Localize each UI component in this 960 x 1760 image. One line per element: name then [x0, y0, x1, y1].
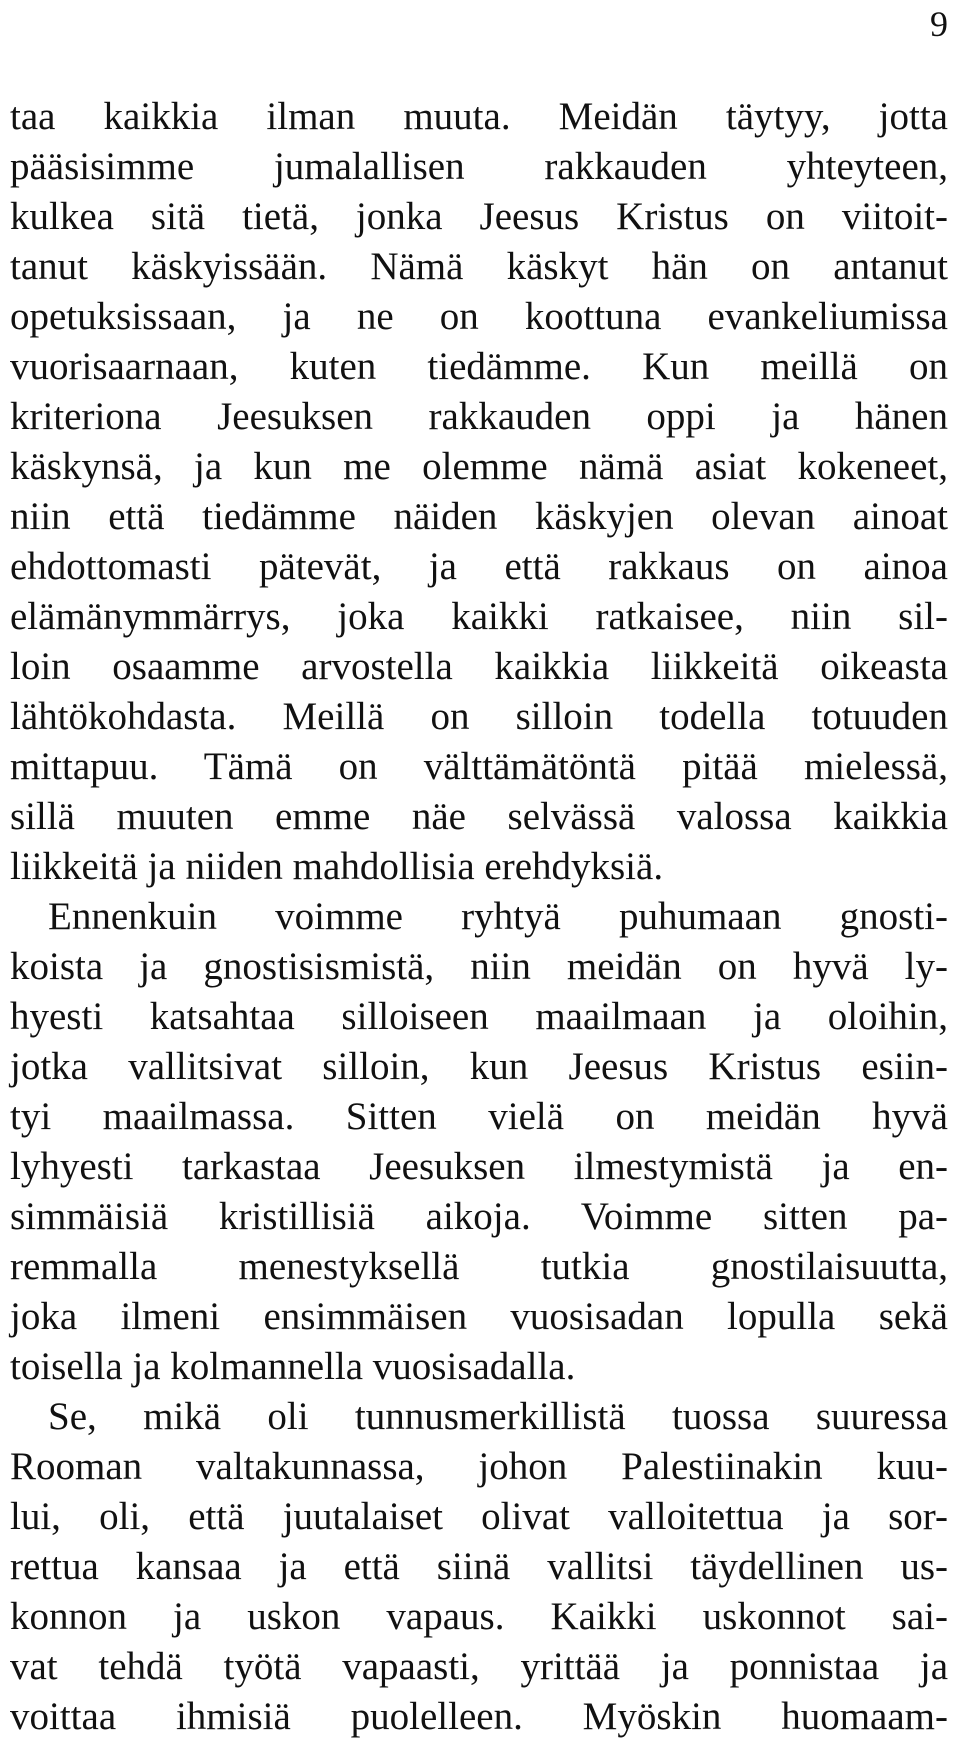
text-line: pääsisimme jumalallisen rakkauden yhteyteen, [10, 145, 948, 188]
text-line: toisella ja kolmannella vuosisadalla. [10, 1345, 576, 1388]
text-line: vuorisaarnaan, kuten tiedämme. Kun meillä on [10, 345, 948, 388]
text-line: rettua kansaa ja että siinä vallitsi täydellinen us- [10, 1545, 948, 1588]
text-line: voittaa ihmisiä puolelleen. Myöskin huomaam- [10, 1695, 948, 1738]
text-line: lyhyesti tarkastaa Jeesuksen ilmestymistä ja en- [10, 1145, 948, 1188]
text-line: liikkeitä ja niiden mahdollisia erehdyksiä. [10, 845, 664, 888]
text-line: tyi maailmassa. Sitten vielä on meidän hyvä [10, 1095, 948, 1138]
text-line: kulkea sitä tietä, jonka Jeesus Kristus on viitoit- [10, 195, 948, 238]
text-line: joka ilmeni ensimmäisen vuosisadan lopulla sekä [10, 1295, 948, 1338]
text-line: simmäisiä kristillisiä aikoja. Voimme sitten pa- [10, 1195, 948, 1238]
text-line: jotka vallitsivat silloin, kun Jeesus Kristus esiin- [10, 1045, 948, 1088]
text-line: elämänymmärrys, joka kaikki ratkaisee, niin sil- [10, 595, 948, 638]
text-line: käskynsä, ja kun me olemme nämä asiat kokeneet, [10, 445, 948, 488]
text-line: opetuksissaan, ja ne on koottuna evankeliumissa [10, 295, 948, 338]
page-number: 9 [930, 4, 948, 44]
text-line: remmalla menestyksellä tutkia gnostilaisuutta, [10, 1245, 948, 1288]
text-line: ehdottomasti pätevät, ja että rakkaus on ainoa [10, 545, 948, 588]
text-line: tanut käskyissään. Nämä käskyt hän on antanut [10, 245, 948, 288]
text-line: loin osaamme arvostella kaikkia liikkeitä oikeasta [10, 645, 948, 688]
text-line: Se, mikä oli tunnusmerkillistä tuossa suuressa [48, 1395, 948, 1438]
text-line: Ennenkuin voimme ryhtyä puhumaan gnosti- [48, 895, 948, 938]
text-line: kriteriona Jeesuksen rakkauden oppi ja hänen [10, 395, 948, 438]
text-line: konnon ja uskon vapaus. Kaikki uskonnot sai- [10, 1595, 948, 1638]
text-line: sillä muuten emme näe selvässä valossa kaikkia [10, 795, 948, 838]
text-line: koista ja gnostisismistä, niin meidän on hyvä ly- [10, 945, 948, 988]
text-line: taa kaikkia ilman muuta. Meidän täytyy, jotta [10, 95, 948, 138]
text-line: Rooman valtakunnassa, johon Palestiinakin kuu- [10, 1445, 948, 1488]
text-line: lähtökohdasta. Meillä on silloin todella totuuden [10, 695, 948, 738]
text-line: mittapuu. Tämä on välttämätöntä pitää mielessä, [10, 745, 948, 788]
text-line: lui, oli, että juutalaiset olivat valloitettua ja sor- [10, 1495, 948, 1538]
text-line: niin että tiedämme näiden käskyjen olevan ainoat [10, 495, 948, 538]
text-line: vat tehdä työtä vapaasti, yrittää ja ponnistaa ja [10, 1645, 948, 1688]
body-text [10, 92, 948, 1742]
text-line: hyesti katsahtaa silloiseen maailmaan ja oloihin, [10, 995, 948, 1038]
